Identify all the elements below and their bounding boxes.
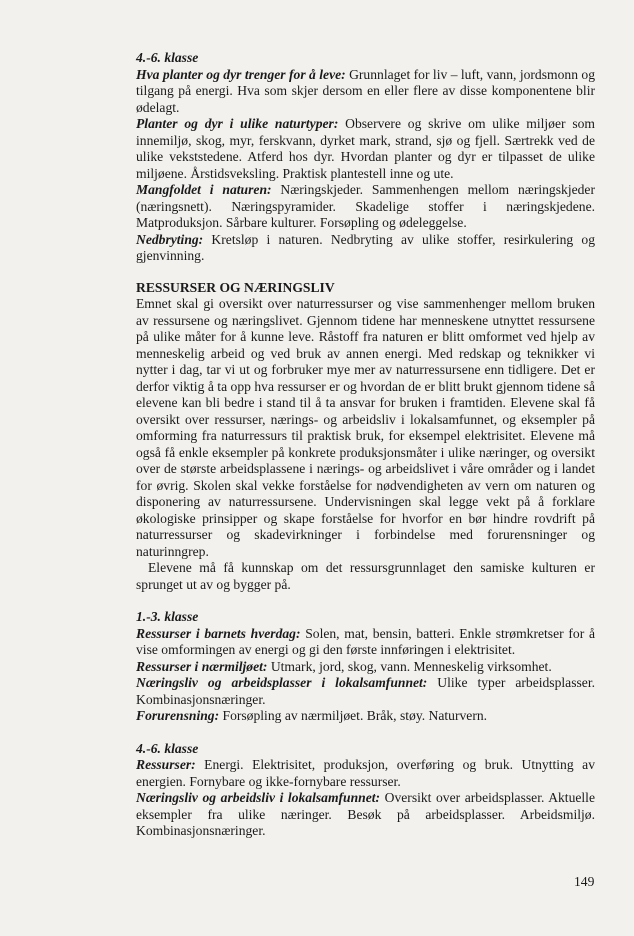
item-lead: Næringsliv og arbeidsliv i lokalsamfunnet: — [136, 790, 381, 805]
item-text: Solen, mat, bensin, batteri. Enkle strømkretser for å vise omformingen av energi og gi den første innføringen i elektrisitet. — [136, 625, 595, 657]
paragraph-item — [136, 790, 595, 840]
grade-heading-4-6: 4.-6. klasse — [136, 50, 199, 65]
grade-heading-4-6: 4.-6. klasse — [136, 740, 199, 756]
section-title: RESSURSER OG NÆRINGSLIV — [136, 279, 335, 295]
text-column — [136, 50, 595, 840]
item-text: Oversikt over arbeidsplasser. Aktuelle eksempler fra ulike næringer. Besøk på arbeidsplasser. Arbeidsmiljø. Kombinasjonsnæringer. — [136, 790, 595, 838]
item-lead: Nedbryting: — [136, 231, 204, 247]
paragraph-item — [136, 757, 595, 790]
item-lead: Ressurser i barnets hverdag: — [136, 625, 301, 641]
item-lead: Mangfoldet i naturen: — [136, 182, 272, 197]
paragraph-item — [136, 675, 595, 708]
item-lead: Planter og dyr i ulike naturtyper: — [136, 116, 339, 131]
section-paragraph: Emnet skal gi oversikt over naturressurser og vise sammenhenger mellom bruken av ressursene og næringslivet. Gjennom tidene har menneskene utnyttet ressursene på ulike måter for å kunne leve. Råstoff fra naturen er blitt omformet ved hjelp av menneskelig arbeid og ved bruk av annen energi. Med redskap og teknikker vi nytter i dag, tar vi ut og forbruker mye mer av naturressursene enn tidligere. Det er derfor viktig å ta opp hva ressurser er og hvordan de er blitt brukt gjennom tidene så elevene kan bli bedre i stand til å ta ansvar for bruken i framtiden. Elevene skal få oversikt over ressurser, nærings- og arbeidsliv i lokalsamfunnet, og eksempler på omforming fra naturressurs til praktisk bruk, for eksempel elektrisitet. Elevene må også få enkle eksempler på konkrete produksjonsmåter i ulike næringer, og oversikt over de største arbeidsplassene i nærings- og arbeidslivet i våre områder og i landet for øvrig. Skolen skal vekke forståelse for nødvendigheten av vern om naturen og disponering av naturressursene. Undervisningen skal legge vekt på å forklare økologiske prinsipper og skape forståelse for hvorfor en bør hindre rovdrift på naturressurser og skadevirkninger i forbindelse med forurensninger og naturinngrep. — [136, 296, 595, 559]
item-text: Grunnlaget for liv – luft, vann, jordsmonn og tilgang på energi. Hva som skjer dersom en eller flere av disse komponentene blir ødelagt. — [136, 66, 595, 115]
paragraph-item — [136, 708, 595, 725]
item-lead: Næringsliv og arbeidsplasser i lokalsamfunnet: — [136, 675, 428, 690]
item-text: Næringskjeder. Sammenhengen mellom næringskjeder (næringsnett). Næringspyramider. Skadelige stoffer i næringskjedene. Matproduksjon. Sårbare kulturer. Forsøpling og ødeleggelse. — [136, 182, 595, 230]
item-text: Forsøpling av nærmiljøet. Bråk, støy. Naturvern. — [219, 708, 488, 723]
page-number: 149 — [574, 874, 595, 889]
paragraph-item — [136, 232, 595, 265]
paragraph-item — [136, 67, 595, 117]
paragraph-item — [136, 116, 595, 182]
paragraph-item — [136, 659, 595, 676]
item-text: Utmark, jord, skog, vann. Menneskelig virksomhet. — [267, 658, 552, 674]
item-text: Energi. Elektrisitet, produksjon, overføring og bruk. Utnytting av energien. Fornybare og ikke-fornybare ressurser. — [136, 757, 595, 789]
paragraph-item — [136, 626, 595, 659]
item-text: Observere og skrive om ulike miljøer som innemiljø, skog, myr, ferskvann, dyrket mark, strand, sjø og fjell. Særtrekk ved de ulike vekststedene. Atferd hos dyr. Hvordan planter og dyr er tilpasset de ulike miljøene. Årstidsveksling. Praktisk plantestell inne og ute. — [136, 116, 595, 181]
section-paragraph: Elevene må få kunnskap om det ressursgrunnlaget den samiske kulturen er sprunget ut av og bygger på. — [136, 560, 595, 592]
item-lead: Hva planter og dyr trenger for å leve: — [136, 66, 346, 82]
item-text: Kretsløp i naturen. Nedbryting av ulike stoffer, resirkulering og gjenvinning. — [136, 231, 595, 263]
item-lead: Forurensning: — [136, 708, 220, 723]
paragraph-item — [136, 182, 595, 232]
item-text: Ulike typer arbeidsplasser. Kombinasjonsnæringer. — [136, 675, 595, 707]
grade-heading-1-3: 1.-3. klasse — [136, 609, 199, 624]
item-lead: Ressurser: — [136, 757, 196, 772]
item-lead: Ressurser i nærmiljøet: — [136, 658, 268, 674]
